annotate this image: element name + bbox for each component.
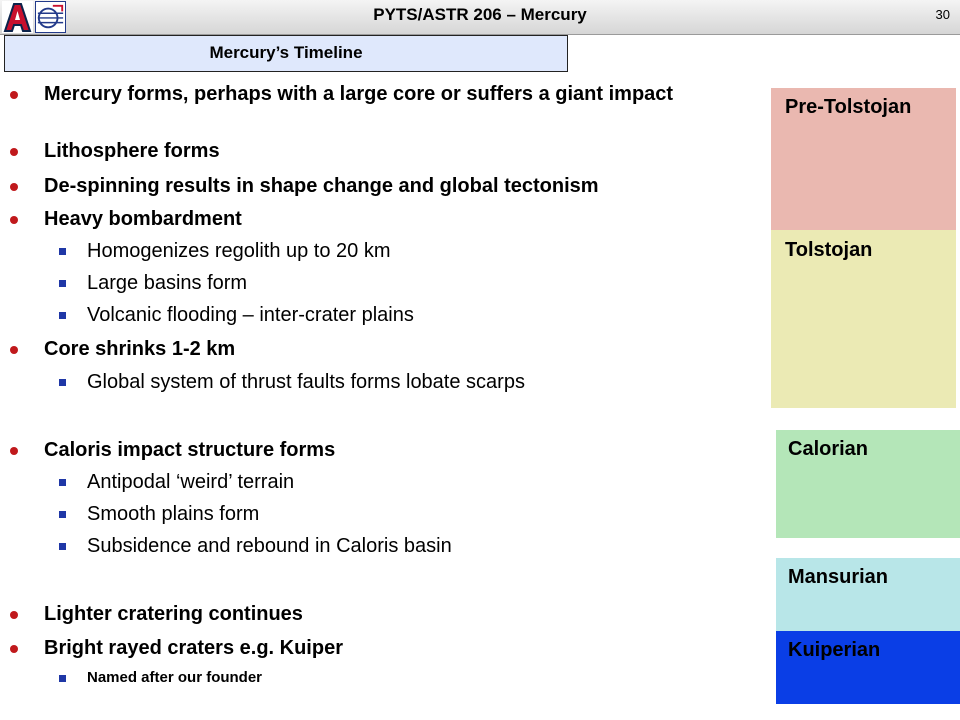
list-item: Global system of thrust faults forms lobate scarps (87, 371, 747, 393)
bullet-square-icon (59, 379, 66, 386)
list-item: Lighter cratering continues (44, 603, 744, 625)
section-title: Mercury’s Timeline (4, 35, 568, 72)
list-item: De-spinning results in shape change and global tectonism (44, 175, 744, 197)
list-item: Volcanic flooding – inter-crater plains (87, 304, 747, 326)
bullet-square-icon (59, 312, 66, 319)
list-item: Antipodal ‘weird’ terrain (87, 471, 747, 493)
list-item: Core shrinks 1-2 km (44, 338, 744, 360)
course-title: PYTS/ASTR 206 – Mercury (373, 5, 587, 24)
bullet-square-icon (59, 511, 66, 518)
list-item: Smooth plains form (87, 503, 747, 525)
bullet-square-icon (59, 248, 66, 255)
bullet-square-icon (59, 479, 66, 486)
bullet-dot-icon (10, 91, 18, 99)
list-item: Large basins form (87, 272, 747, 294)
bullet-square-icon (59, 675, 66, 682)
list-item: Subsidence and rebound in Caloris basin (87, 535, 747, 557)
era-mansurian: Mansurian (776, 558, 960, 631)
bullet-dot-icon (10, 645, 18, 653)
bullet-dot-icon (10, 216, 18, 224)
era-tolstojan: Tolstojan (771, 230, 956, 408)
bullet-dot-icon (10, 346, 18, 354)
bullet-square-icon (59, 280, 66, 287)
slide-number: 30 (935, 7, 950, 22)
bullet-dot-icon (10, 183, 18, 191)
bullet-dot-icon (10, 148, 18, 156)
bullet-dot-icon (10, 611, 18, 619)
list-item: Bright rayed craters e.g. Kuiper (44, 637, 744, 659)
list-item: Heavy bombardment (44, 208, 744, 230)
era-pre-tolstojan: Pre-Tolstojan (771, 88, 956, 230)
bullet-square-icon (59, 543, 66, 550)
bullet-dot-icon (10, 447, 18, 455)
era-kuiperian: Kuiperian (776, 631, 960, 704)
era-calorian: Calorian (776, 430, 960, 538)
list-item: Named after our founder (87, 669, 687, 687)
list-item: Mercury forms, perhaps with a large core or suffers a giant impact (44, 83, 744, 105)
list-item: Caloris impact structure forms (44, 439, 744, 461)
list-item: Lithosphere forms (44, 140, 744, 162)
list-item: Homogenizes regolith up to 20 km (87, 240, 747, 262)
